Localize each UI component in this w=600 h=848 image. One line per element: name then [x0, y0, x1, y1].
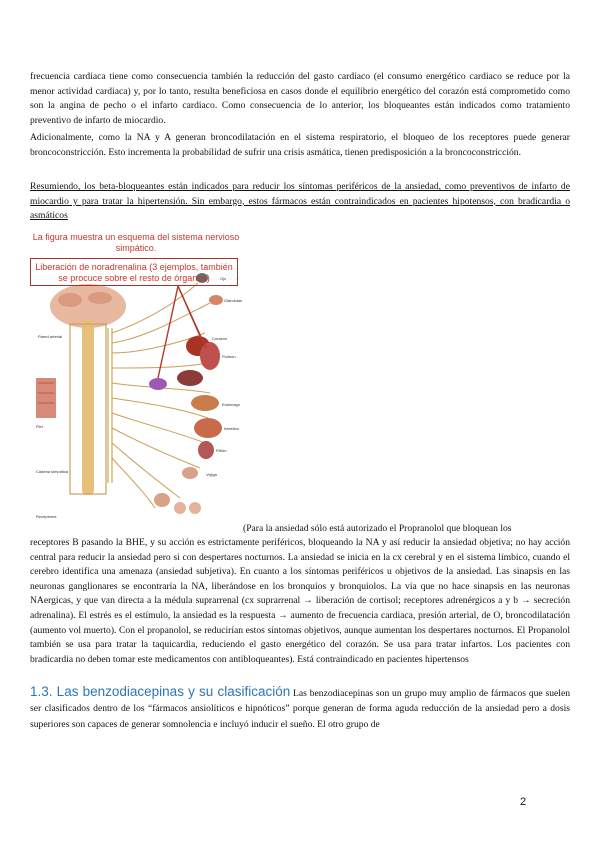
paragraph-bronchoconstriction: Adicionalmente, como la NA y A generan broncodilatación en el sistema respiratorio, el bloqueo de los receptores puede generar broncoconstricción. Esto incrementa la probabilidad de sufrir una crisis asmática, tienen predisposición a la broncoconstricción.	[30, 132, 570, 158]
lung-illustration	[200, 342, 220, 370]
section-text: Las benzodiacepinas son un grupo muy amplio de fármacos que suelen ser clasificados dentro de los “fármacos ansiolíticos e hipnóticos” porque generan de forma aguda reducción de la ansiedad pero a dosis superiores son capaces de generar somnolencia e incluyó inducir el sueño. El otro grupo de	[30, 688, 570, 730]
stomach-illustration	[191, 395, 219, 411]
section-heading: 1.3. Las benzodiacepinas y su clasificación	[30, 684, 291, 699]
paragraph-propranolol: receptores B pasando la BHE, y su acción es estrictamente periféricos, bloqueando la NA y así reducir la ansiedad objetiva; no hay acción central para reducir la ansiedad pero si con despertares nocturnos. La ansiedad se inicia en la cx cerebral y en el sistema límbico, cuando el cerebro identifica una amenaza (ansiedad subjetiva). En cuanto a los síntomas periféricos u objetivos de la ansiedad. Las sinapsis en las neuronas ganglionares se encontraría la NA, liberándose en los bronquios y bronquiolos. La vía que no hace sinapsis en las neuronas NAergicas, y que van directa a la médula suprarrenal (cx suprarrenal → liberación de cortisol; receptores adrenérgicos a y b → secreción adrenalina). El estrés es el estímulo, la ansiedad es la respuesta → aumento de frecuencia cardiaca, presión arterial, de O, broncodilatación (aumento vol muerto). Con el propanolol, se reducirían estos síntomas objetivos, aunque aumentan los despertares nocturnos. El Propanolol también se usa para tratar la taquicardia, reduciendo el gasto energético del corazón. Se usa para tratar infartos. Los pacientes con bradicardia no deben tomar este medicamentos con antibloqueantes). Está contraindicado en pacientes hipertensos	[30, 537, 570, 665]
paragraph-summary: Resumiendo, los beta-bloqueantes están indicados para reducir los síntomas periféricos de la ansiedad, como preventivos de infarto de miocardio y para tratar la hipertensión. Sin embargo, estos fármacos están contraindicados en pacientes hipotensos, con bradicardia o asmáticos	[30, 181, 570, 222]
svg-text:Estómago: Estómago	[222, 402, 241, 407]
paragraph-propranolol-start: (Para la ansiedad sólo está autorizado el Propranolol que bloquean los	[243, 523, 512, 534]
svg-text:Ojo: Ojo	[220, 276, 227, 281]
svg-text:Vejiga: Vejiga	[206, 472, 217, 477]
paragraph-heart-rate: frecuencia cardíaca tiene como consecuencia también la reducción del gasto cardiaco (el consumo energético cardiaco se reduce por la menor actividad cardiaca) y, por lo tanto, resulta beneficiosa en casos donde el equilibrio energético del corazón está comprometido como son la angina de pecho o el infarto cardiaco. Como consecuencia de lo anterior, los bloqueantes están indicados como tratamiento preventivo de infarto de miocardio.	[30, 71, 570, 126]
svg-text:Intestino: Intestino	[224, 426, 240, 431]
spinal-cord-illustration	[82, 320, 94, 495]
figure-caption: La figura muestra un esquema del sistema nervioso simpático.	[32, 232, 240, 253]
intestine-illustration	[194, 418, 222, 438]
svg-text:Receptores: Receptores	[36, 514, 57, 519]
section-benzodiacepinas	[30, 684, 570, 732]
svg-text:Glándulas: Glándulas	[224, 298, 243, 303]
svg-text:Pulmón: Pulmón	[222, 354, 236, 359]
figure-annotation-box: Liberación de noradrenalina (3 ejemplos, también se procuce sobre el resto de órganos)	[30, 258, 238, 286]
svg-text:Corazón: Corazón	[212, 336, 228, 341]
svg-text:Piel: Piel	[36, 424, 43, 429]
svg-text:Riñón: Riñón	[216, 448, 227, 453]
svg-text:Pared arterial: Pared arterial	[38, 334, 63, 339]
svg-text:Cadena simpática: Cadena simpática	[36, 469, 69, 474]
page-number: 2	[520, 796, 527, 808]
